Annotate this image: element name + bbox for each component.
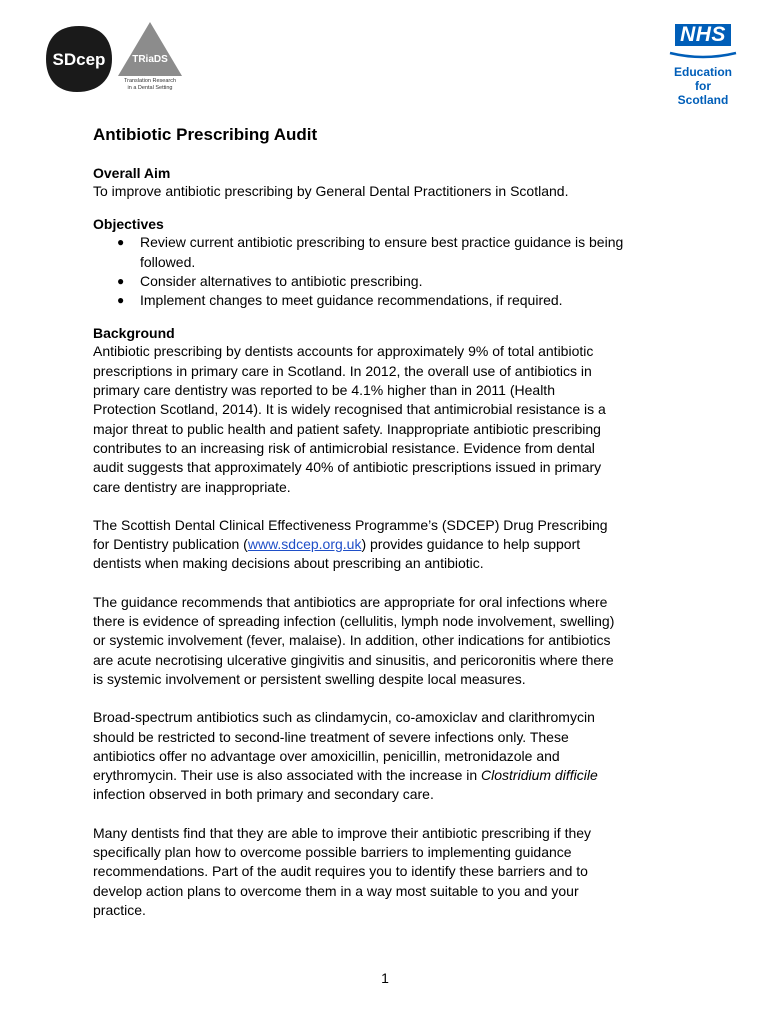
bullet-icon: ● bbox=[117, 273, 125, 288]
background-paragraph-2: The Scottish Dental Clinical Effectiveness Programme’s (SDCEP) Drug Prescribing for Dentistry publication (www.sdcep.org.uk) provides guidance to help support dentists when making decisions about prescribing an antibiotic. bbox=[93, 516, 608, 572]
document-title: Antibiotic Prescribing Audit bbox=[93, 125, 318, 144]
objectives-heading: Objectives bbox=[93, 216, 164, 233]
background-paragraph-1: Antibiotic prescribing by dentists accounts for approximately 9% of total antibiotic prescriptions in primary care in Scotland. In 2012, the overall use of antibiotics in primary care dentistry was reported to be 4.1% higher than in 2011 (Health Protection Scotland, 2014). It is widely recognised that antimicrobial resistance is a major threat to public health and patient safety. Inappropriate antibiotic prescribing contributes to an increasing risk of antimicrobial resistance. Evidence from dental audit suggests that approximately 40% of antibiotic prescriptions issued in primary care dentistry are inappropriate. bbox=[93, 343, 606, 495]
background-paragraph-3: The guidance recommends that antibiotics are appropriate for oral infections where there is evidence of spreading infection (cellulitis, lymph node involvement, swelling) or systemic involvement (fever, malaise). In addition, other indications for antibiotics are acute necrotising ulcerative gingivitis and sinusitis, and pericoronitis where there is systemic involvement or persistent swelling despite local measures. bbox=[93, 593, 615, 687]
sdcep-logo bbox=[44, 24, 114, 94]
objective-item: ● Implement changes to meet guidance recommendations, if required. bbox=[93, 291, 683, 310]
sdcep-logo-text: SDcep bbox=[52, 50, 106, 69]
clostridium-difficile-term: Clostridium difficile bbox=[481, 767, 598, 784]
bullet-icon: ● bbox=[117, 235, 125, 250]
nhs-logo-line3: Scotland bbox=[677, 93, 729, 107]
nhs-logo-line1: Education bbox=[673, 65, 732, 79]
overall-aim-heading: Overall Aim bbox=[93, 165, 171, 181]
sdcep-website-link[interactable]: www.sdcep.org.uk bbox=[247, 536, 362, 553]
nhs-swoosh-icon bbox=[668, 51, 738, 59]
objective-item: ● Consider alternatives to antibiotic prescribing. bbox=[93, 272, 683, 291]
triads-logo-line1: Translation Research bbox=[123, 78, 177, 84]
background-heading: Background bbox=[93, 325, 175, 342]
background-paragraph-5: Many dentists find that they are able to improve their antibiotic prescribing if they specifically plan how to overcome possible barriers to implementing guidance recommendations. Part of the audit requires you to identify these barriers and to develop action plans to overcome them in a way most suitable to you and your practice. bbox=[93, 824, 592, 918]
nhs-logo-line2: for bbox=[695, 79, 711, 93]
objective-item: ● Review current antibiotic prescribing to ensure best practice guidance is being followed. bbox=[117, 234, 624, 270]
objectives-list bbox=[93, 233, 683, 310]
page-number: 1 bbox=[381, 970, 389, 986]
triads-logo-line2: in a Dental Setting bbox=[127, 85, 173, 90]
background-paragraph-4: Broad-spectrum antibiotics such as clindamycin, co-amoxiclav and clarithromycin should be restricted to second-line treatment of severe infections only. These antibiotics offer no advantage over amoxicillin, penicillin, metronidazole and erythromycin. Their use is also associated with the increase in Clostridium difficile infection observed in both primary and secondary care. bbox=[93, 709, 598, 803]
triads-logo bbox=[116, 20, 184, 90]
nhs-logo-box: NHS bbox=[675, 24, 731, 46]
bullet-icon: ● bbox=[117, 293, 125, 308]
document-body bbox=[93, 124, 683, 920]
overall-aim-text: To improve antibiotic prescribing by General Dental Practitioners in Scotland. bbox=[93, 183, 569, 199]
nhs-education-scotland-logo bbox=[667, 23, 739, 107]
triads-logo-name: TRiaDS bbox=[132, 54, 168, 65]
